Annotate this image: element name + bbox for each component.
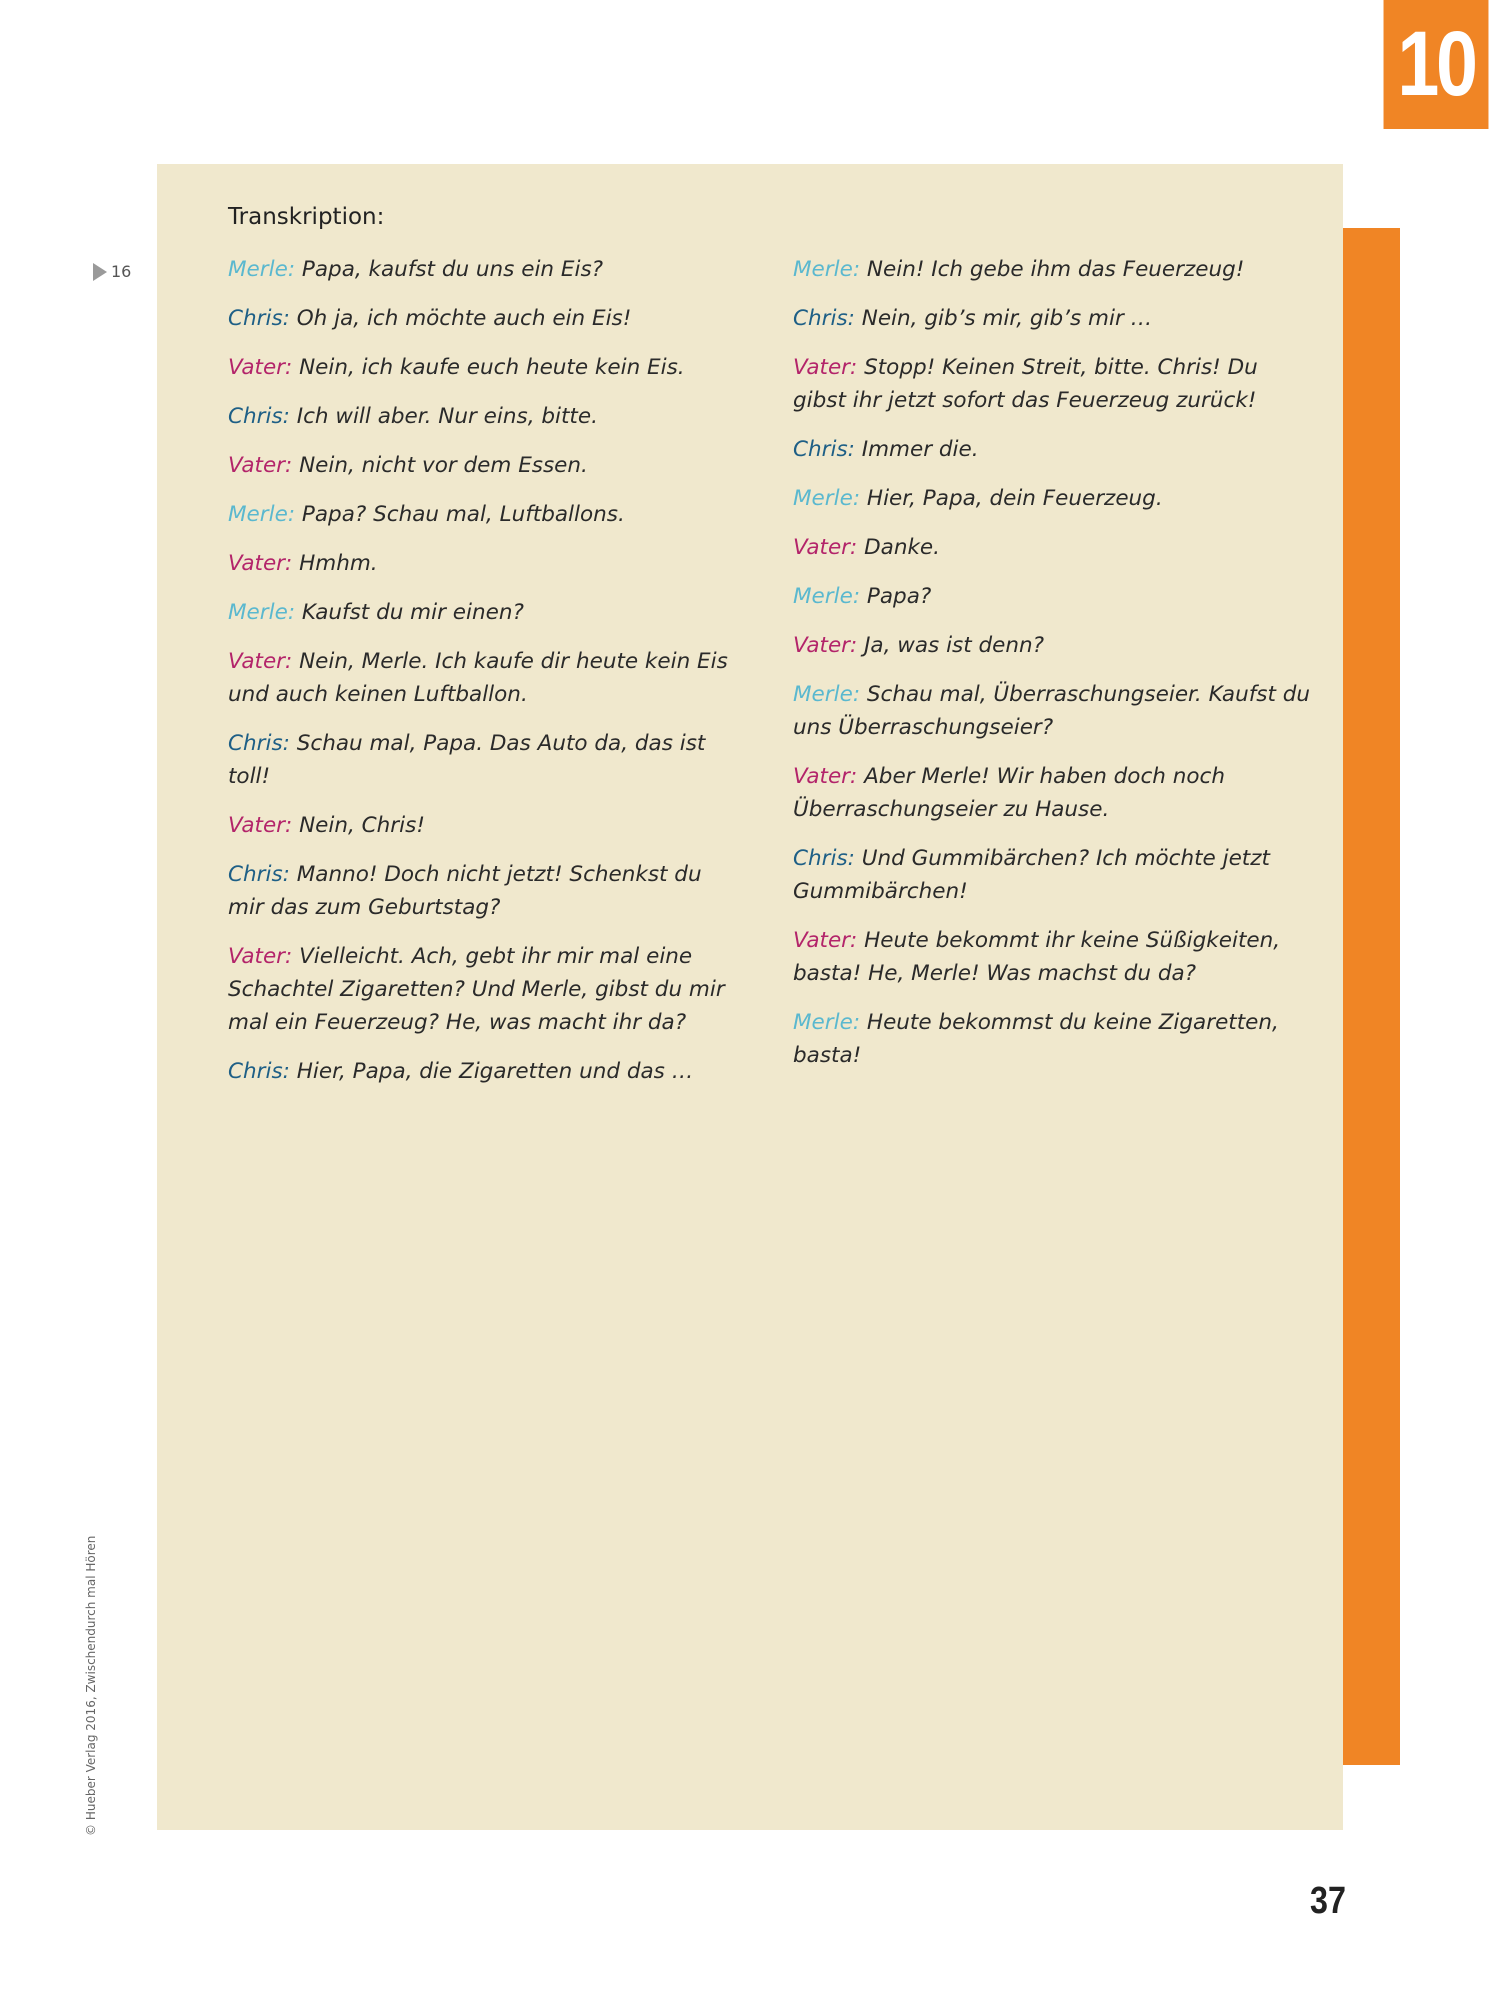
- dialogue-line: [228, 940, 728, 1039]
- dialogue-line: [228, 498, 728, 531]
- dialogue-line: [228, 645, 728, 711]
- transcript-title: Transkription:: [228, 204, 385, 230]
- dialogue-text: Kaufst du mir einen?: [301, 600, 524, 625]
- speaker-label: Vater:: [228, 649, 293, 674]
- transcript-right-column: [793, 253, 1313, 1088]
- speaker-label: Vater:: [793, 355, 858, 380]
- dialogue-text: Hmhm.: [299, 551, 378, 576]
- speaker-label: Merle:: [228, 600, 296, 625]
- track-number: 16: [111, 262, 132, 281]
- dialogue-text: Vielleicht. Ach, gebt ihr mir mal eine Schachtel Zigaretten? Und Merle, gibst du mir mal ein Feuerzeug? He, was macht ihr da?: [228, 944, 725, 1035]
- dialogue-text: Nein, ich kaufe euch heute kein Eis.: [299, 355, 685, 380]
- speaker-label: Chris:: [228, 1059, 290, 1084]
- play-icon: [93, 263, 107, 281]
- dialogue-text: Hier, Papa, dein Feuerzeug.: [866, 486, 1163, 511]
- dialogue-line: [228, 400, 728, 433]
- speaker-label: Merle:: [793, 257, 861, 282]
- speaker-label: Chris:: [228, 404, 290, 429]
- dialogue-line: [228, 302, 728, 335]
- speaker-label: Chris:: [793, 306, 855, 331]
- page-number: 37: [1310, 1880, 1346, 1922]
- copyright-notice: © Hueber Verlag 2016, Zwischendurch mal Hören: [84, 1535, 98, 1836]
- speaker-label: Merle:: [793, 584, 861, 609]
- dialogue-line: [793, 760, 1313, 826]
- dialogue-line: [228, 596, 728, 629]
- dialogue-text: Papa? Schau mal, Luftballons.: [301, 502, 625, 527]
- speaker-label: Vater:: [228, 355, 293, 380]
- dialogue-text: Immer die.: [861, 437, 979, 462]
- dialogue-text: Nein, Merle. Ich kaufe dir heute kein Eis und auch keinen Luftballon.: [228, 649, 728, 707]
- dialogue-line: [793, 629, 1313, 662]
- speaker-label: Vater:: [228, 551, 293, 576]
- dialogue-text: Schau mal, Überraschungseier. Kaufst du uns Überraschungseier?: [793, 682, 1311, 740]
- dialogue-text: Und Gummibärchen? Ich möchte jetzt Gummibärchen!: [793, 846, 1270, 904]
- dialogue-line: [228, 351, 728, 384]
- dialogue-line: [228, 727, 728, 793]
- dialogue-line: [793, 924, 1313, 990]
- speaker-label: Chris:: [228, 731, 290, 756]
- dialogue-line: [793, 842, 1313, 908]
- dialogue-line: [793, 253, 1313, 286]
- speaker-label: Merle:: [793, 1010, 861, 1035]
- dialogue-text: Stopp! Keinen Streit, bitte. Chris! Du gibst ihr jetzt sofort das Feuerzeug zurück!: [793, 355, 1258, 413]
- speaker-label: Merle:: [228, 257, 296, 282]
- dialogue-text: Nein, gib’s mir, gib’s mir …: [861, 306, 1153, 331]
- dialogue-text: Aber Merle! Wir haben doch noch Überraschungseier zu Hause.: [793, 764, 1225, 822]
- speaker-label: Vater:: [228, 944, 293, 969]
- dialogue-text: Nein! Ich gebe ihm das Feuerzeug!: [866, 257, 1245, 282]
- speaker-label: Vater:: [228, 453, 293, 478]
- orange-side-bar: [1343, 228, 1400, 1765]
- dialogue-line: [793, 678, 1313, 744]
- dialogue-line: [228, 449, 728, 482]
- transcript-left-column: [228, 253, 728, 1104]
- dialogue-text: Ich will aber. Nur eins, bitte.: [296, 404, 598, 429]
- speaker-label: Vater:: [793, 928, 858, 953]
- speaker-label: Merle:: [228, 502, 296, 527]
- dialogue-line: [228, 1055, 728, 1088]
- dialogue-text: Schau mal, Papa. Das Auto da, das ist toll!: [228, 731, 706, 789]
- dialogue-line: [793, 351, 1313, 417]
- speaker-label: Vater:: [793, 633, 858, 658]
- chapter-number-tab: [1384, 0, 1489, 129]
- dialogue-text: Heute bekommt ihr keine Süßigkeiten, basta! He, Merle! Was machst du da?: [793, 928, 1281, 986]
- speaker-label: Chris:: [793, 846, 855, 871]
- dialogue-text: Manno! Doch nicht jetzt! Schenkst du mir das zum Geburtstag?: [228, 862, 702, 920]
- dialogue-line: [228, 547, 728, 580]
- dialogue-line: [228, 809, 728, 842]
- speaker-label: Merle:: [793, 682, 861, 707]
- chapter-number: 10: [1397, 13, 1475, 115]
- speaker-label: Chris:: [228, 306, 290, 331]
- dialogue-line: [793, 531, 1313, 564]
- speaker-label: Vater:: [228, 813, 293, 838]
- dialogue-line: [228, 253, 728, 286]
- dialogue-text: Heute bekommst du keine Zigaretten, basta!: [793, 1010, 1279, 1068]
- speaker-label: Chris:: [793, 437, 855, 462]
- dialogue-line: [793, 433, 1313, 466]
- dialogue-text: Hier, Papa, die Zigaretten und das …: [296, 1059, 694, 1084]
- dialogue-text: Papa?: [866, 584, 932, 609]
- speaker-label: Vater:: [793, 764, 858, 789]
- dialogue-text: Nein, nicht vor dem Essen.: [299, 453, 588, 478]
- speaker-label: Merle:: [793, 486, 861, 511]
- dialogue-text: Papa, kaufst du uns ein Eis?: [301, 257, 604, 282]
- speaker-label: Vater:: [793, 535, 858, 560]
- dialogue-text: Ja, was ist denn?: [864, 633, 1045, 658]
- dialogue-line: [793, 580, 1313, 613]
- dialogue-text: Oh ja, ich möchte auch ein Eis!: [296, 306, 632, 331]
- dialogue-line: [793, 482, 1313, 515]
- dialogue-text: Nein, Chris!: [299, 813, 425, 838]
- dialogue-line: [228, 858, 728, 924]
- audio-track-marker: [93, 262, 131, 281]
- dialogue-line: [793, 1006, 1313, 1072]
- speaker-label: Chris:: [228, 862, 290, 887]
- dialogue-line: [793, 302, 1313, 335]
- dialogue-text: Danke.: [864, 535, 940, 560]
